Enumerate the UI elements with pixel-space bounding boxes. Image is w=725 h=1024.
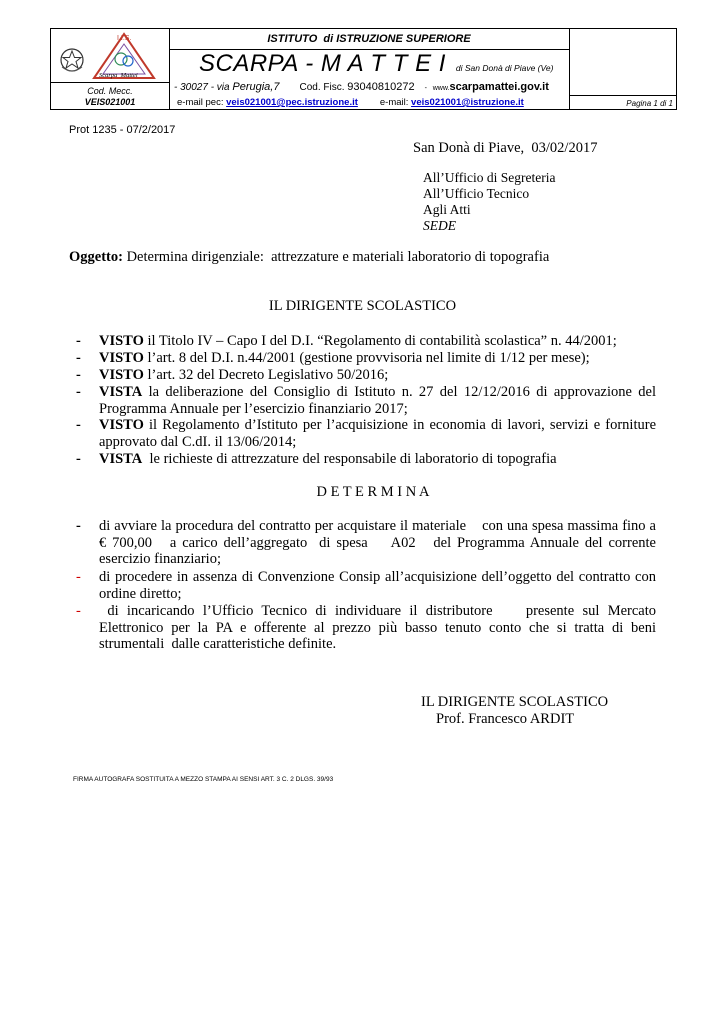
list-dash: - — [76, 518, 81, 534]
email-line: e-mail pec: veis021001@pec.istruzione.it e-mail: veis021001@istruzione.it — [177, 97, 524, 108]
place-date: San Donà di Piave, 03/02/2017 — [413, 140, 598, 156]
cod-mecc-label: Cod. Mecc. — [87, 86, 133, 96]
recipient-sede: SEDE — [423, 218, 456, 233]
list-dash: - — [76, 384, 81, 400]
recipient-tecnico: All’Ufficio Tecnico — [423, 186, 530, 201]
address-line: - 30027 - via Perugia,7 Cod. Fisc. 93040810272 - www.scarpamattei.gov.it — [174, 81, 549, 93]
list-dash: - — [76, 350, 81, 366]
determina-item: di avviare la procedura del contratto per acquistare il materiale con una spesa massima fino a € 700,00 a carico dell’aggregato di spesa A02 del Programma Annuale del corrente esercizio finanziario; — [99, 518, 660, 567]
page-info: Pagina 1 di 1 — [626, 99, 673, 108]
website-text: scarpamattei.gov.it — [449, 81, 549, 93]
logo-text-top: I.I.S. — [117, 35, 132, 42]
visto-item: VISTO il Regolamento d’Istituto per l’acquisizione in economia di lavori, servizi e forniture approvato dal C.dI. il 13/06/2014; — [99, 417, 656, 450]
determina-item: di procedere in assenza di Convenzione Consip all’acquisizione dell’oggetto del contratto con ordine diretto; — [99, 569, 656, 602]
logo-text-bottom: Scarpa Mattei — [99, 72, 138, 79]
email-link[interactable]: veis021001@istruzione.it — [411, 97, 524, 108]
determina-heading: D E T E R M I N A — [316, 484, 430, 500]
list-dash: - — [76, 603, 81, 619]
list-dash: - — [76, 417, 81, 433]
visto-item: VISTO il Titolo IV – Capo I del D.I. “Regolamento di contabilità scolastica” n. 44/2001; — [99, 333, 617, 349]
list-dash: - — [76, 569, 81, 585]
recipients — [423, 170, 555, 234]
list-dash: - — [76, 333, 81, 349]
visto-item: VISTA la deliberazione del Consiglio di Istituto n. 27 del 12/12/2016 di approvazione del Programma Annuale per l’esercizio finanziario 2017; — [99, 384, 656, 417]
signature-name: Prof. Francesco ARDIT — [436, 711, 575, 727]
subject-label: Oggetto: — [69, 249, 123, 265]
school-logo — [91, 32, 157, 80]
school-location: di San Donà di Piave (Ve) — [455, 63, 554, 73]
list-dash: - — [76, 451, 81, 467]
visto-item: VISTA le richieste di attrezzature del responsabile di laboratorio di topografia — [99, 451, 557, 467]
recipient-segreteria: All’Ufficio di Segreteria — [423, 170, 556, 185]
republic-emblem-icon — [59, 47, 85, 75]
signature-title: IL DIRIGENTE SCOLASTICO — [421, 694, 609, 710]
letterhead — [50, 28, 677, 110]
pec-email-link[interactable]: veis021001@pec.istruzione.it — [226, 97, 358, 108]
visto-item: VISTO l’art. 8 del D.I. n.44/2001 (gestione provvisoria nel limite di 1/12 per mese); — [99, 350, 590, 366]
footer-note: FIRMA AUTOGRAFA SOSTITUITA A MEZZO STAMPA AI SENSI ART. 3 C. 2 DLGS. 39/93 — [73, 776, 334, 783]
subject-text: Determina dirigenziale: attrezzature e materiali laboratorio di topografia — [122, 249, 550, 265]
recipient-atti: Agli Atti — [423, 202, 471, 217]
list-dash: - — [76, 367, 81, 383]
heading-dirigente: IL DIRIGENTE SCOLASTICO — [268, 298, 457, 314]
institute-line: ISTITUTO di ISTRUZIONE SUPERIORE — [267, 33, 471, 45]
cod-mecc-value: VEIS021001 — [84, 97, 136, 107]
determina-item: di incaricando l’Ufficio Tecnico di individuare il distributore presente sul Mercato Elettronico per la PA e offerente al prezzo più basso tenuto conto che si tratta di beni strumentali dalle caratteristiche definite. — [99, 603, 660, 652]
protocol-number: Prot 1235 - 07/2/2017 — [69, 124, 176, 136]
school-name: SCARPA - M A T T E I — [199, 50, 446, 77]
visto-item: VISTO l’art. 32 del Decreto Legislativo 50/2016; — [99, 367, 389, 383]
subject-line — [69, 249, 549, 266]
